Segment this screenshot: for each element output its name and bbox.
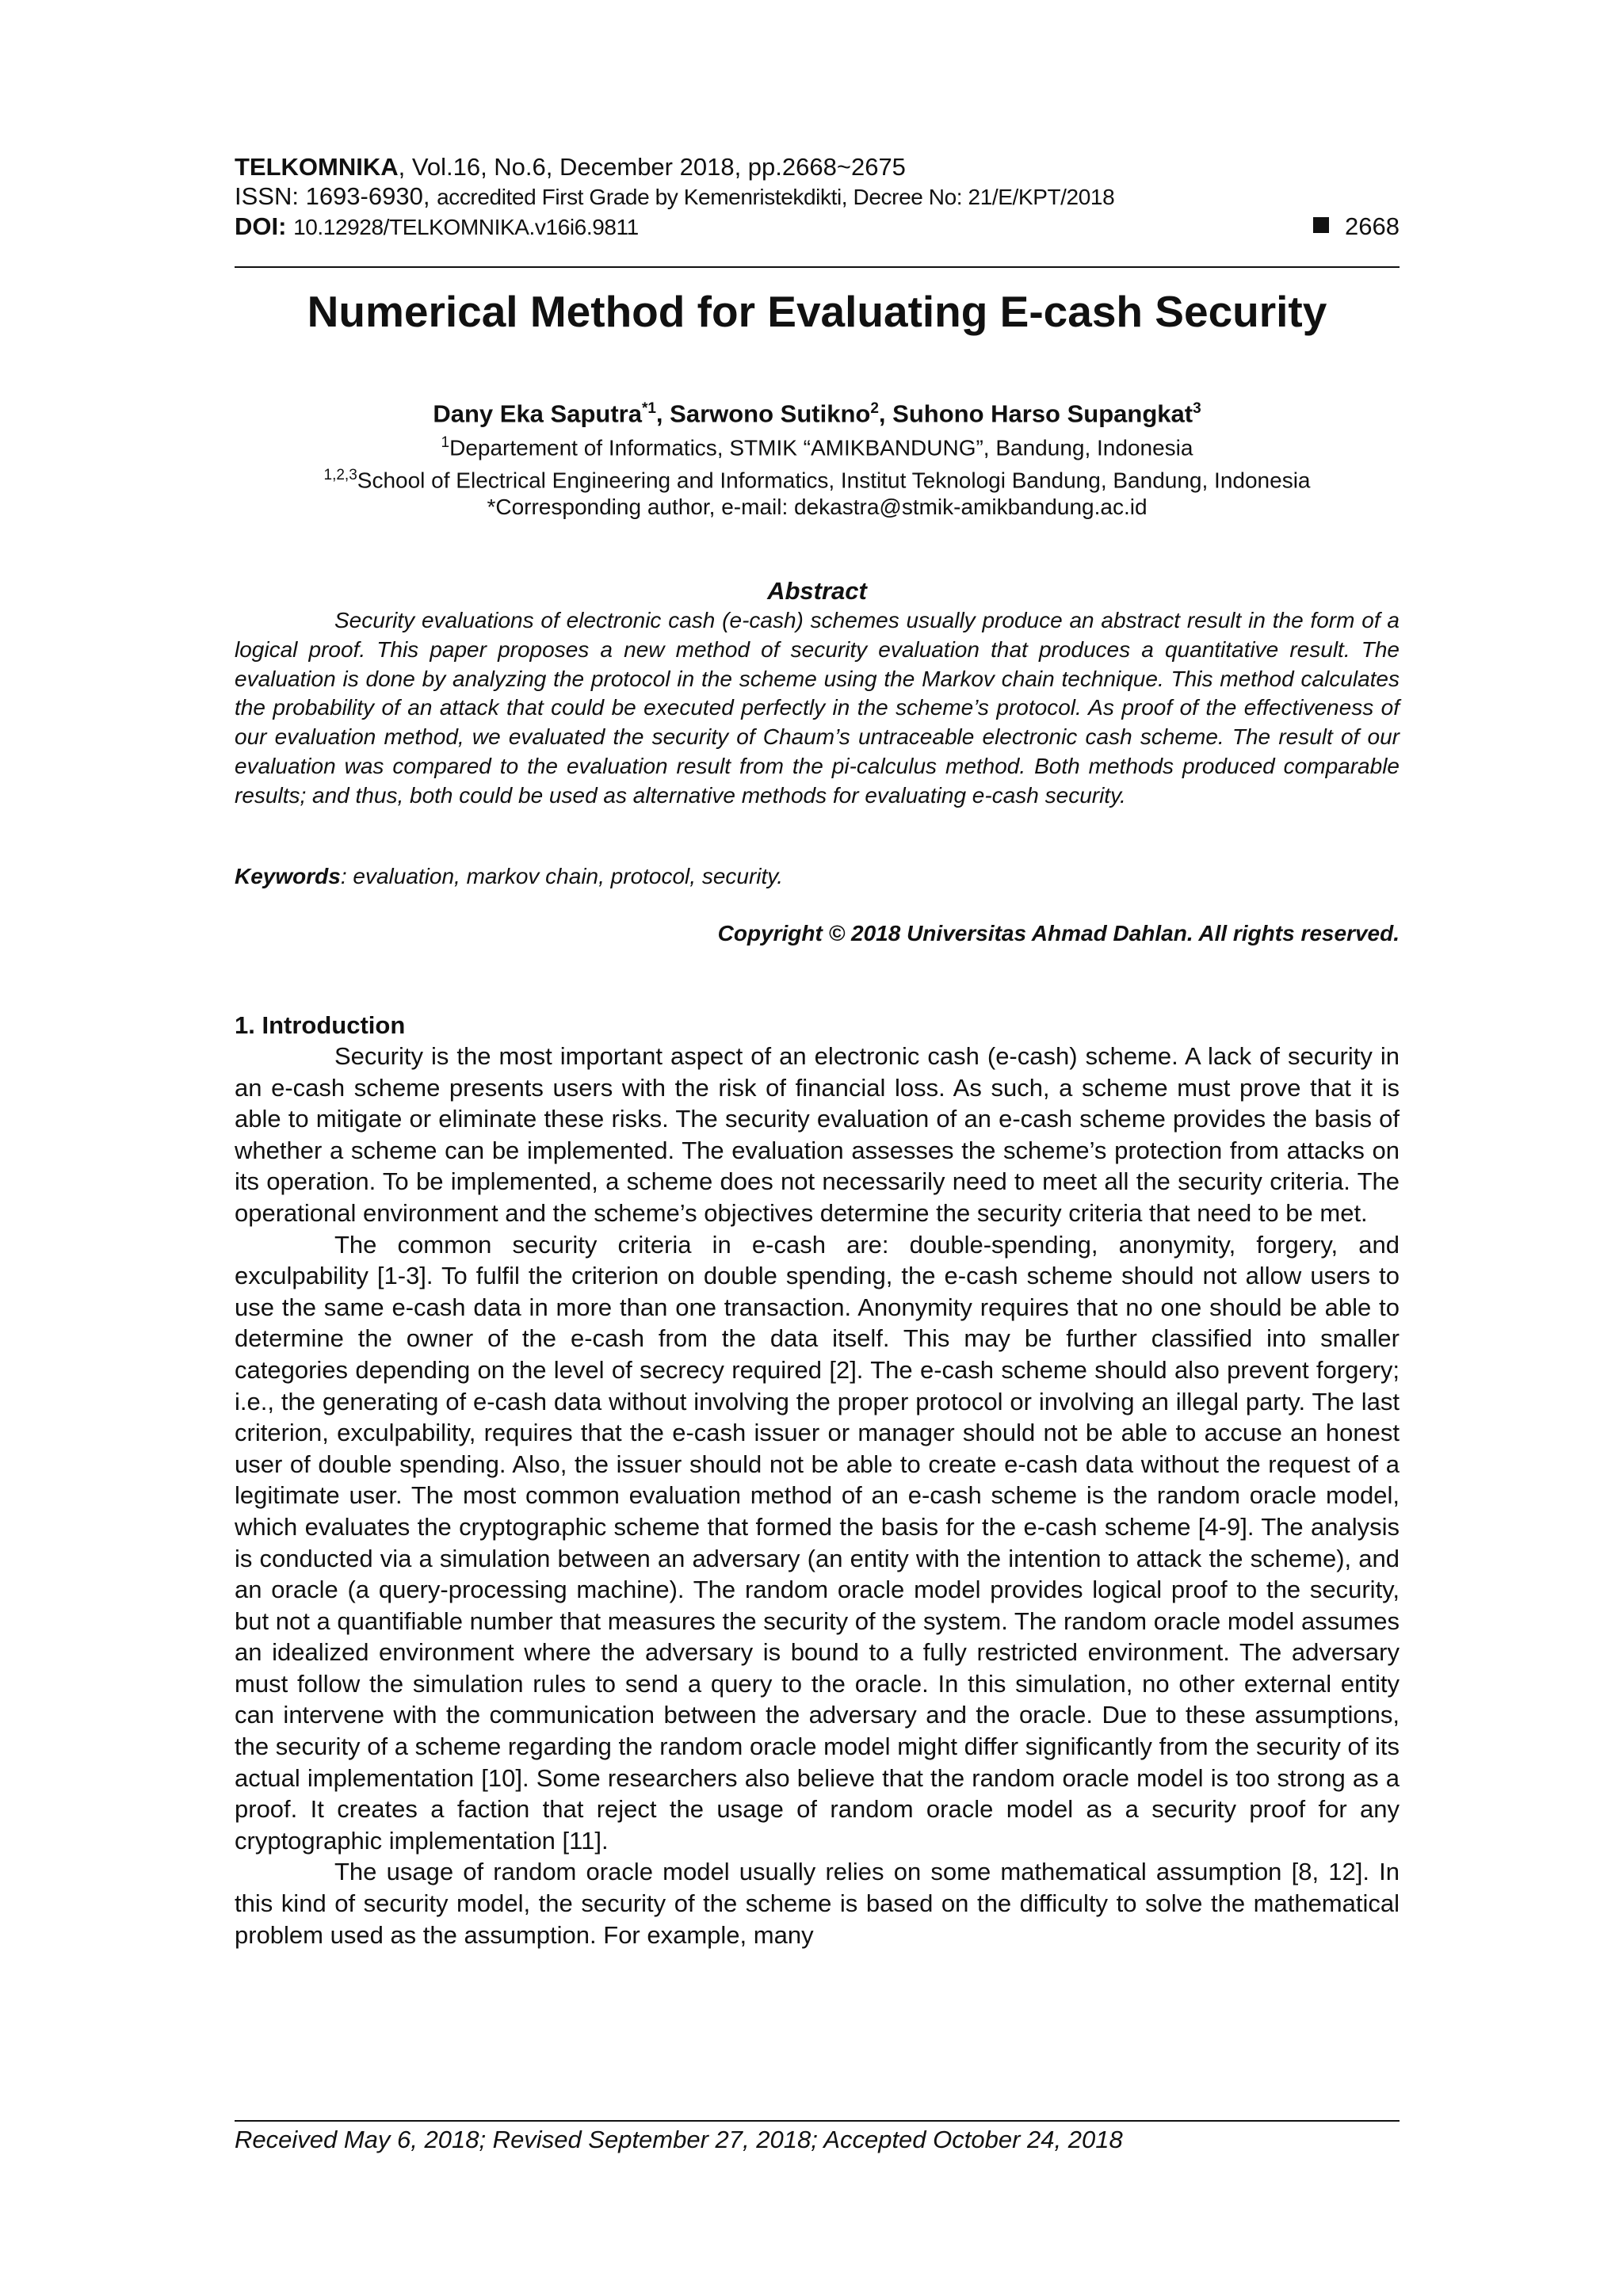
journal-details: , Vol.16, No.6, December 2018, pp.2668~2675 [398, 153, 906, 181]
affiliation-2 [235, 462, 1400, 494]
affiliation-1 [235, 430, 1400, 461]
body-paragraph: The common security criteria in e-cash are: double-spending, anonymity, forgery, and exculpability [1-3]. To fulfil the criterion on double spending, the e-cash scheme should not allow users to use the same e-cash data in more than one transaction. Anonymity requires that no one should be able to determine the owner of the e-cash from the data itself. This may be further classified into smaller categories depending on the level of secrecy required [2]. The e-cash scheme should also prevent forgery; i.e., the generating of e-cash data without involving the proper protocol or involving an illegal party. The last criterion, exculpability, requires that the e-cash issuer or manager should not be able to accuse an honest user of double spending. Also, the issuer should not be able to create e-cash data without the request of a legitimate user. The most common evaluation method of an e-cash scheme is the random oracle model, which evaluates the cryptographic scheme that formed the basis for the e-cash scheme [4-9]. The analysis is conducted via a simulation between an adversary (an entity with the intention to attack the scheme), and an oracle (a query-processing machine). The random oracle model provides logical proof to the security, but not a quantifiable number that measures the security of the system. The random oracle model assumes an idealized environment where the adversary is bound to a fully restricted environment. The adversary must follow the simulation rules to send a query to the oracle. In this simulation, no other external entity can intervene with the communication between the adversary and the oracle. Due to these assumptions, the security of a scheme regarding the random oracle model might differ significantly from the security of its actual implementation [10]. Some researchers also believe that the random oracle model is too strong as a proof. It creates a faction that reject the usage of random oracle model as a security proof for any cryptographic implementation [11]. [235, 1230, 1400, 1855]
page-number: 2668 [1345, 212, 1400, 240]
authors-block [235, 393, 1400, 521]
author-name: Sarwono Sutikno [670, 399, 871, 428]
received-dates: Received May 6, 2018; Revised September 27, 2018; Accepted October 24, 2018 [235, 2126, 1123, 2153]
issn-line [235, 181, 1400, 212]
author-separator: , [878, 399, 893, 428]
affiliation-mark: 1,2,3 [323, 466, 357, 483]
author-list [235, 393, 1400, 430]
body-paragraph: Security is the most important aspect of an electronic cash (e-cash) scheme. A lack of security in an e-cash scheme presents users with the risk of financial loss. As such, a scheme must prove that it is able to mitigate or eliminate these risks. The security evaluation of an e-cash scheme provides the basis of whether a scheme can be implemented. The evaluation assesses the scheme’s protection from attacks on its operation. To be implemented, a scheme does not necessarily need to meet all the security criteria. The operational environment and the scheme’s objectives determine the security criteria that need to be met. [235, 1042, 1400, 1227]
author-name: Suhono Harso Supangkat [892, 399, 1193, 428]
author-name: Dany Eka Saputra [433, 399, 642, 428]
keywords-label: Keywords [235, 864, 341, 888]
keywords-text: : evaluation, markov chain, protocol, security. [340, 864, 784, 888]
footer-divider [235, 2120, 1400, 2122]
author-mark: 3 [1193, 400, 1201, 417]
author-mark: *1 [641, 400, 656, 417]
doi-value: 10.12928/TELKOMNIKA.v16i6.9811 [293, 215, 639, 239]
abstract-text: Security evaluations of electronic cash (e-cash) schemes usually produce an abstract result in the form of a logical proof. This paper proposes a new method of security evaluation that produces a quantitative result. The evaluation is done by analyzing the protocol in the scheme using the Markov chain technique. This method calculates the probability of an attack that could be executed perfectly in the scheme’s protocol. As proof of the effectiveness of our evaluation method, we evaluated the security of Chaum’s untraceable electronic cash scheme. The result of our evaluation was compared to the evaluation result from the pi-calculus method. Both methods produced comparable results; and thus, both could be used as alternative methods for evaluating e-cash security. [235, 608, 1400, 808]
header-divider [235, 266, 1400, 268]
body-paragraph: The usage of random oracle model usually relies on some mathematical assumption [8, 12]. In this kind of security model, the security of the scheme is based on the difficulty to solve the mathematical problem used as the assumption. For example, many [235, 1858, 1400, 1949]
keywords [235, 862, 1400, 891]
introduction-body [235, 1041, 1400, 1950]
journal-name: TELKOMNIKA [235, 153, 399, 181]
corresponding-author: *Corresponding author, e-mail: dekastra@stmik-amikbandung.ac.id [487, 494, 1148, 519]
doi-line [235, 212, 1400, 242]
section-heading: 1. Introduction [235, 1011, 406, 1039]
author-mark: 2 [870, 400, 879, 417]
square-bullet-icon [1313, 217, 1329, 233]
copyright-notice: Copyright © 2018 Universitas Ahmad Dahlan. All rights reserved. [717, 921, 1400, 946]
issn-prefix: ISSN: 1693-6930, [235, 182, 437, 210]
affiliation-mark: 1 [441, 434, 450, 452]
paper-title: Numerical Method for Evaluating E-cash Security [307, 287, 1327, 336]
author-separator: , [655, 399, 670, 428]
running-header [235, 152, 1400, 242]
issn-details: accredited First Grade by Kemenristekdikti, Decree No: 21/E/KPT/2018 [437, 185, 1115, 209]
affiliation-text: School of Electrical Engineering and Informatics, Institut Teknologi Bandung, Bandung, Indonesia [357, 467, 1311, 492]
page-number-group [1313, 212, 1400, 241]
doi-label: DOI: [235, 212, 294, 240]
abstract-heading: Abstract [767, 577, 867, 605]
journal-line [235, 152, 1400, 181]
affiliation-text: Departement of Informatics, STMIK “AMIKBANDUNG”, Bandung, Indonesia [449, 435, 1193, 460]
